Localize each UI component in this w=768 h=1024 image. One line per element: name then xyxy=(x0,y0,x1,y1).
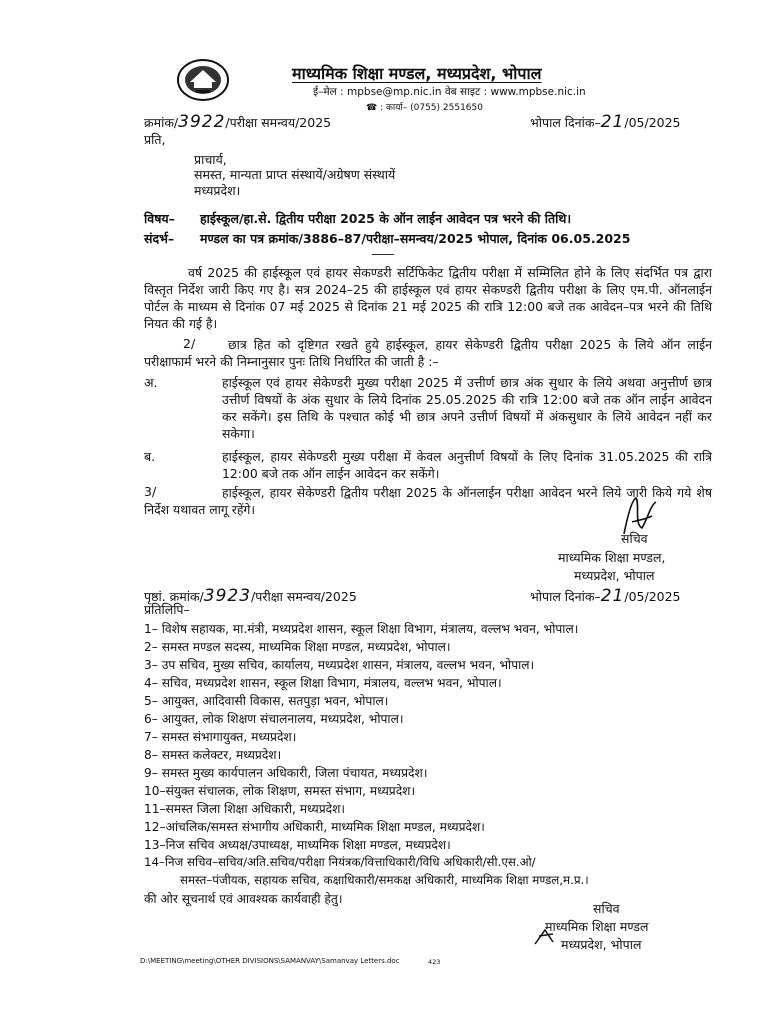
contact-phone: ☎ : कार्या– (0755) 2551650 xyxy=(366,103,483,113)
copy-list-item: 13–निज सचिव अध्यक्ष/उपाध्यक्ष, माध्यमिक शिक्षा मण्डल, मध्यप्रदेश। xyxy=(144,838,451,852)
page-number: 423 xyxy=(428,958,441,966)
recipient-line2: समस्त, मान्यता प्राप्त संस्थायें/अग्रेषण संस्थायें xyxy=(194,167,396,182)
copy-date-handwritten: 21 xyxy=(600,586,625,606)
item-b-text: हाईस्कूल, हायर सेकेण्डरी मुख्य परीक्षा में केवल अनुत्तीर्ण विषयों के लिए दिनांक 31.05.2025 की रात्रि 12:00 बजे तक ऑन लाईन आवेदन कर सकेंगे। xyxy=(222,449,712,481)
copy-list-item: 8– समस्त कलेक्टर, मध्यप्रदेश। xyxy=(144,748,282,762)
signatory-city-1: मध्यप्रदेश, भोपाल xyxy=(574,568,655,583)
paragraph-3: हाईस्कूल, हायर सेकेण्डरी द्वितीय परीक्षा 2025 के ऑनलाईन परीक्षा आवेदन भरने लिये जारी किये गये शेष निर्देश यथावत लागू रहेंगे। xyxy=(144,485,712,517)
letter-date: भोपाल दिनांक–21/05/2025 xyxy=(530,112,681,132)
subject-label: विषय– xyxy=(144,211,175,226)
copy-list-item: 5– आयुक्त, आदिवासी विकास, सतपुड़ा भवन, भोपाल। xyxy=(144,694,389,708)
paragraph-1: वर्ष 2025 की हाईस्कूल एवं हायर सेकण्डरी सर्टिफिकेट द्वितीय परीक्षा में सम्मिलित होने के लिए संदर्भित पत्र द्वारा विस्तृत निर्देश जारी किए गए है। सत्र 2024–25 की हाईस्कूल एवं हायर सेकण्डरी द्वितीय परीक्षा के लिए एम.पी. ऑनलाईन पोर्टल के माध्यम से दिनांक 07 मई 2025 से दिनांक 21 मई 2025 की रात्रि 12:00 बजे तक आवेदन–पत्र भरने की तिथि नियत की गई है। xyxy=(144,265,712,331)
paragraph-2-number: 2/ xyxy=(183,336,196,351)
copy-list-item: 7– समस्त संभागायुक्त, मध्यप्रदेश। xyxy=(144,730,297,744)
subject-text: हाईस्कूल/हा.से. द्वितीय परीक्षा 2025 के ऑन लाईन आवेदन पत्र भरने की तिथि। xyxy=(200,211,572,226)
contact-email-web: ई–मेल : mpbse@mp.nic.in वेब साइट : www.mpbse.nic.in xyxy=(313,86,586,98)
copy-list-item: 6– आयुक्त, लोक शिक्षण संचालनालय, मध्यप्रदेश, भोपाल। xyxy=(144,712,404,726)
item-a-label: अ. xyxy=(144,375,158,390)
copy-list-item: 3– उप सचिव, मुख्य सचिव, कार्यालय, मध्यप्रदेश शासन, मंत्रालय, वल्लभ भवन, भोपाल। xyxy=(144,658,535,672)
copy-letter-number: पृष्ठां. क्रमांक/3923/परीक्षा समन्वय/2025 xyxy=(144,586,357,606)
copy-list-item: 14–निज सचिव–सचिव/अति.सचिव/परीक्षा नियंत्रक/वित्ताधिकारी/विधि अधिकारी/सी.एस.ओ/ xyxy=(144,855,536,869)
item-b-label: ब. xyxy=(144,449,156,464)
recipient-line3: मध्यप्रदेश। xyxy=(194,183,241,198)
copy-list-item: 1– विशेष सहायक, मा.मंत्री, मध्यप्रदेश शासन, स्कूल शिक्षा विभाग, मंत्रालय, वल्लभ भवन, भोपाल। xyxy=(144,622,579,636)
copy-list-item: 11–समस्त जिला शिक्षा अधिकारी, मध्यप्रदेश। xyxy=(144,802,346,816)
copy-label: प्रतिलिपि– xyxy=(144,602,190,617)
signatory-org-1: माध्यमिक शिक्षा मण्डल, xyxy=(558,550,666,565)
signatory-org-2: माध्यमिक शिक्षा मण्डल xyxy=(545,919,649,934)
reference-label: संदर्भ– xyxy=(144,231,175,246)
copy-list-item: समस्त–पंजीयक, सहायक सचिव, कक्षाधिकारी/समकक्ष अधिकारी, माध्यमिक शिक्षा मण्डल,म.प्र.। xyxy=(180,873,589,887)
letter-number-handwritten: 3922 xyxy=(178,112,226,132)
copy-list-item: 9– समस्त मुख्य कार्यपालन अधिकारी, जिला पंचायत, मध्यप्रदेश। xyxy=(144,766,428,780)
copy-list-item: 12–आंचलिक/समस्त संभागीय अधिकारी, माध्यमिक शिक्षा मण्डल, मध्यप्रदेश। xyxy=(144,820,485,834)
copy-list-item: 2– समस्त मण्डल सदस्य, माध्यमिक शिक्षा मण्डल, मध्यप्रदेश, भोपाल। xyxy=(144,640,451,654)
paragraph-2: छात्र हित को दृष्टिगत रखते हुये हाईस्कूल, हायर सेकेण्डरी द्वितीय परीक्षा 2025 के लिये ऑन लाईन परीक्षाफार्म भरने की निम्नानुसार पुनः तिथि निर्धारित की जाती है :– xyxy=(144,337,712,369)
reference-text: मण्डल का पत्र क्रमांक/3886–87/परीक्षा–समन्वय/2025 भोपाल, दिनांक 06.05.2025 xyxy=(200,231,631,246)
file-path: D:\MEETING\meeting\OTHER DIVISIONS\SAMANVAY\Samanvay Letters.doc xyxy=(140,957,400,965)
org-title: माध्यमिक शिक्षा मण्डल, मध्यप्रदेश, भोपाल xyxy=(292,64,542,83)
signatory-city-2: मध्यप्रदेश, भोपाल xyxy=(561,937,642,952)
copy-list-item: 4– सचिव, मध्यप्रदेश शासन, स्कूल शिक्षा विभाग, मंत्रालय, वल्लभ भवन, भोपाल। xyxy=(144,676,502,690)
signatory-title-2: सचिव xyxy=(593,901,620,916)
paragraph-3-number: 3/ xyxy=(144,484,157,499)
copy-list-item: की ओर सूचनार्थ एवं आवश्यक कार्यवाही हेतु। xyxy=(144,892,343,906)
item-a-text: हाईस्कूल एवं हायर सेकेण्डरी मुख्य परीक्षा 2025 में उत्तीर्ण छात्र अंक सुधार के लिये अथवा अनुत्तीर्ण छात्र उत्तीर्ण विषयों के अंक सुधार के लिये दिनांक 25.05.2025 की रात्रि 12:00 बजे तक ऑन लाईन आवेदन कर सकेंगे। इस तिथि के पश्चात कोई भी छात्र अपने उत्तीर्ण विषयों में अंकसुधार के लिये आवेदन नहीं कर सकेगा। xyxy=(222,375,712,441)
copy-letter-date: भोपाल दिनांक–21/05/2025 xyxy=(530,586,681,606)
signatory-title-1: सचिव xyxy=(621,531,648,546)
copy-list-item: 10–संयुक्त संचालक, लोक शिक्षण, समस्त संभाग, मध्यप्रदेश। xyxy=(144,784,416,798)
letter-number: क्रमांक/3922/परीक्षा समन्वय/2025 xyxy=(144,112,332,132)
signature-scribble-2 xyxy=(533,926,557,948)
recipient-line1: प्राचार्य, xyxy=(194,152,227,167)
recipient-to: प्रति, xyxy=(144,132,166,147)
mpbse-seal-icon xyxy=(176,58,230,102)
divider xyxy=(372,254,394,255)
letter-date-handwritten: 21 xyxy=(600,112,625,132)
copy-number-handwritten: 3923 xyxy=(203,586,252,606)
